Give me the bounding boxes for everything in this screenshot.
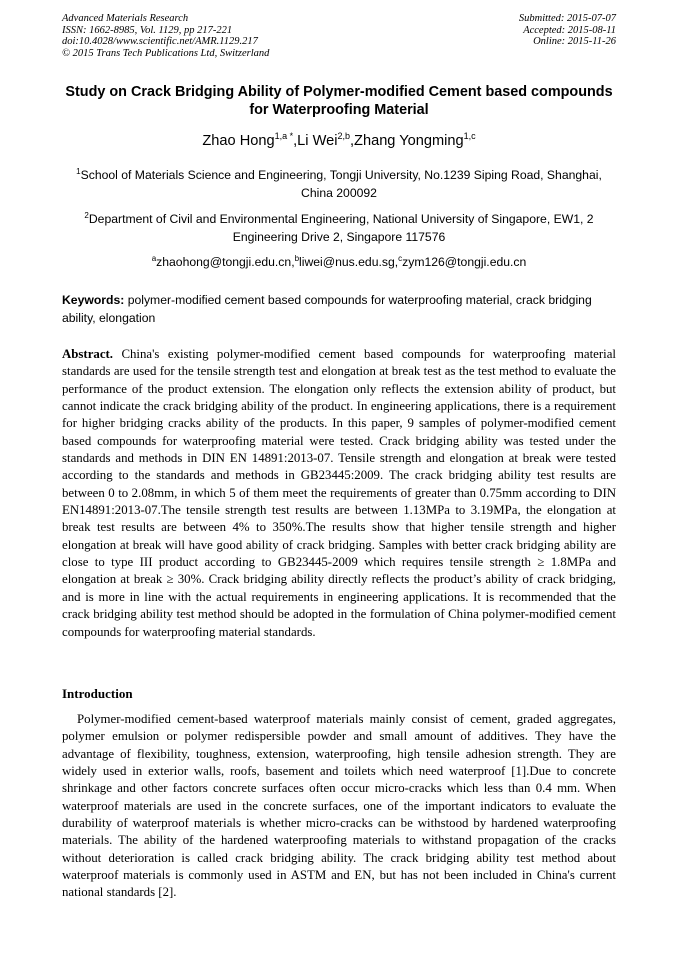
email-mark: b [294,254,300,263]
affiliation-mark: 2 [84,211,89,220]
abstract-label: Abstract. [62,347,114,361]
affiliation-text: School of Materials Science and Engineering, Tongji University, No.1239 Siping Road, Shanghai, China 200092 [80,168,602,200]
abstract [62,346,616,641]
affiliation-text: Department of Civil and Environmental Engineering, National University of Singapore, EW1, 2 Engineering Drive 2, Singapore 117576 [88,212,594,244]
journal-doi[interactable]: doi:10.4028/www.scientific.net/AMR.1129.217 [62,36,258,47]
keywords-text: polymer-modified cement based compounds for waterproofing material, crack bridging ability, elongation [62,293,592,325]
journal-header [62,13,269,59]
introduction-heading: Introduction [62,686,133,701]
author-list [62,131,616,151]
author-emails [62,253,616,271]
email-link[interactable]: liwei@nus.edu.sg [299,255,395,269]
author-separator: , [293,133,298,149]
introduction-paragraph: Polymer-modified cement-based waterproof materials mainly consist of cement, graded aggregates, polymer emulsion or polymer redispersible powder and small amount of additives. They have the advantage of flexibility, toughness, extension, waterproofing, high tensile adhesion strength. They are widely used in exterior walls, roofs, basement and toilets which need waterproof [1].Due to concrete shrinkage and other factors concrete surfaces often occur micro-cracks which less than 0.4 mm. When waterproof materials are used in the concrete surfaces, one of the important indicators to evaluate the durability of waterproof materials is whether micro-cracks can be withstood by hardened waterproofing materials. The ability of the hardened waterproofing materials to withstand propagation of the cracks without deterioration is called crack bridging ability. The crack bridging ability test method about waterproof materials is commonly used in ASTM and EN, but has not been included in China's current national standards [2]. [62,712,616,900]
author-name: Zhang Yongming [354,133,464,149]
keywords-label: Keywords: [62,293,125,307]
email-separator: , [394,255,399,269]
email-link[interactable]: zhaohong@tongji.edu.cn [156,255,292,269]
email-mark: a [151,254,157,263]
paper-title: Study on Crack Bridging Ability of Polymer-modified Cement based compounds for Waterproofing Material [65,84,613,118]
keywords [62,291,616,327]
journal-copyright: © 2015 Trans Tech Publications Ltd, Switzerland [62,47,270,59]
author-affiliation-mark: 1,c [463,131,476,141]
journal-issn: ISSN: 1662-8985, Vol. 1129, pp 217-221 [62,24,233,36]
submission-dates [519,13,616,48]
email-mark: c [398,254,403,263]
author-separator: , [349,133,355,149]
affiliation-mark: 1 [76,167,81,176]
accepted-date: Accepted: 2015-08-11 [523,24,616,36]
affiliation-1 [62,166,616,202]
abstract-text: China's existing polymer-modified cement based compounds for waterproofing material standards are used for the tensile strength test and elongation at break test as the test method to evaluate the performance of the product extension. The elongation only reflects the extension ability of product, but cannot indicate the crack bridging ability of the product. In engineering applications, there is a requirement for higher bridging cracks ability of the products. In this paper, 9 samples of polymer-modified cement based compounds for waterproofing material were tested. Crack bridging ability was tested under the standards and methods in DIN EN 14891:2013-07. Tensile strength and elongation at break were tested according to the standards and methods in GB23445:2009. The crack bridging ability test results are between 0 to 2.08mm, in which 5 of them meet the requirements of greater than 0.75mm according to DIN EN14891:2013-07.The tensile strength test results are between 1.13MPa to 3.19MPa, the elongation at break test results are between 4% to 350%.The results show that higher tensile strength and higher elongation at break will have good ability of crack bridging. Samples with better crack bridging ability are close to type III product according to GB23445-2009 which requires tensile strength ≥ 1.8MPa and elongation at break ≥ 30%. Crack bridging ability directly reflects the product’s ability of crack bridging, and is more in line with the actual requirements in engineering applications. It is recommended that the crack bridging ability test method should be adopted in the formulation of China polymer-modified cement compounds for waterproofing material standards. [62,347,616,639]
journal-name: Advanced Materials Research [62,13,189,24]
author-affiliation-mark: 2,b [337,131,350,141]
email-link[interactable]: zym126@tongji.edu.cn [402,255,527,269]
author-name: Zhao Hong [202,133,275,149]
online-date: Online: 2015-11-26 [533,36,616,47]
submitted-date: Submitted: 2015-07-07 [518,13,616,24]
author-affiliation-mark: 1,a * [274,131,294,141]
author-name: Li Wei [297,133,338,149]
affiliation-2 [62,210,616,246]
email-separator: , [291,255,295,269]
